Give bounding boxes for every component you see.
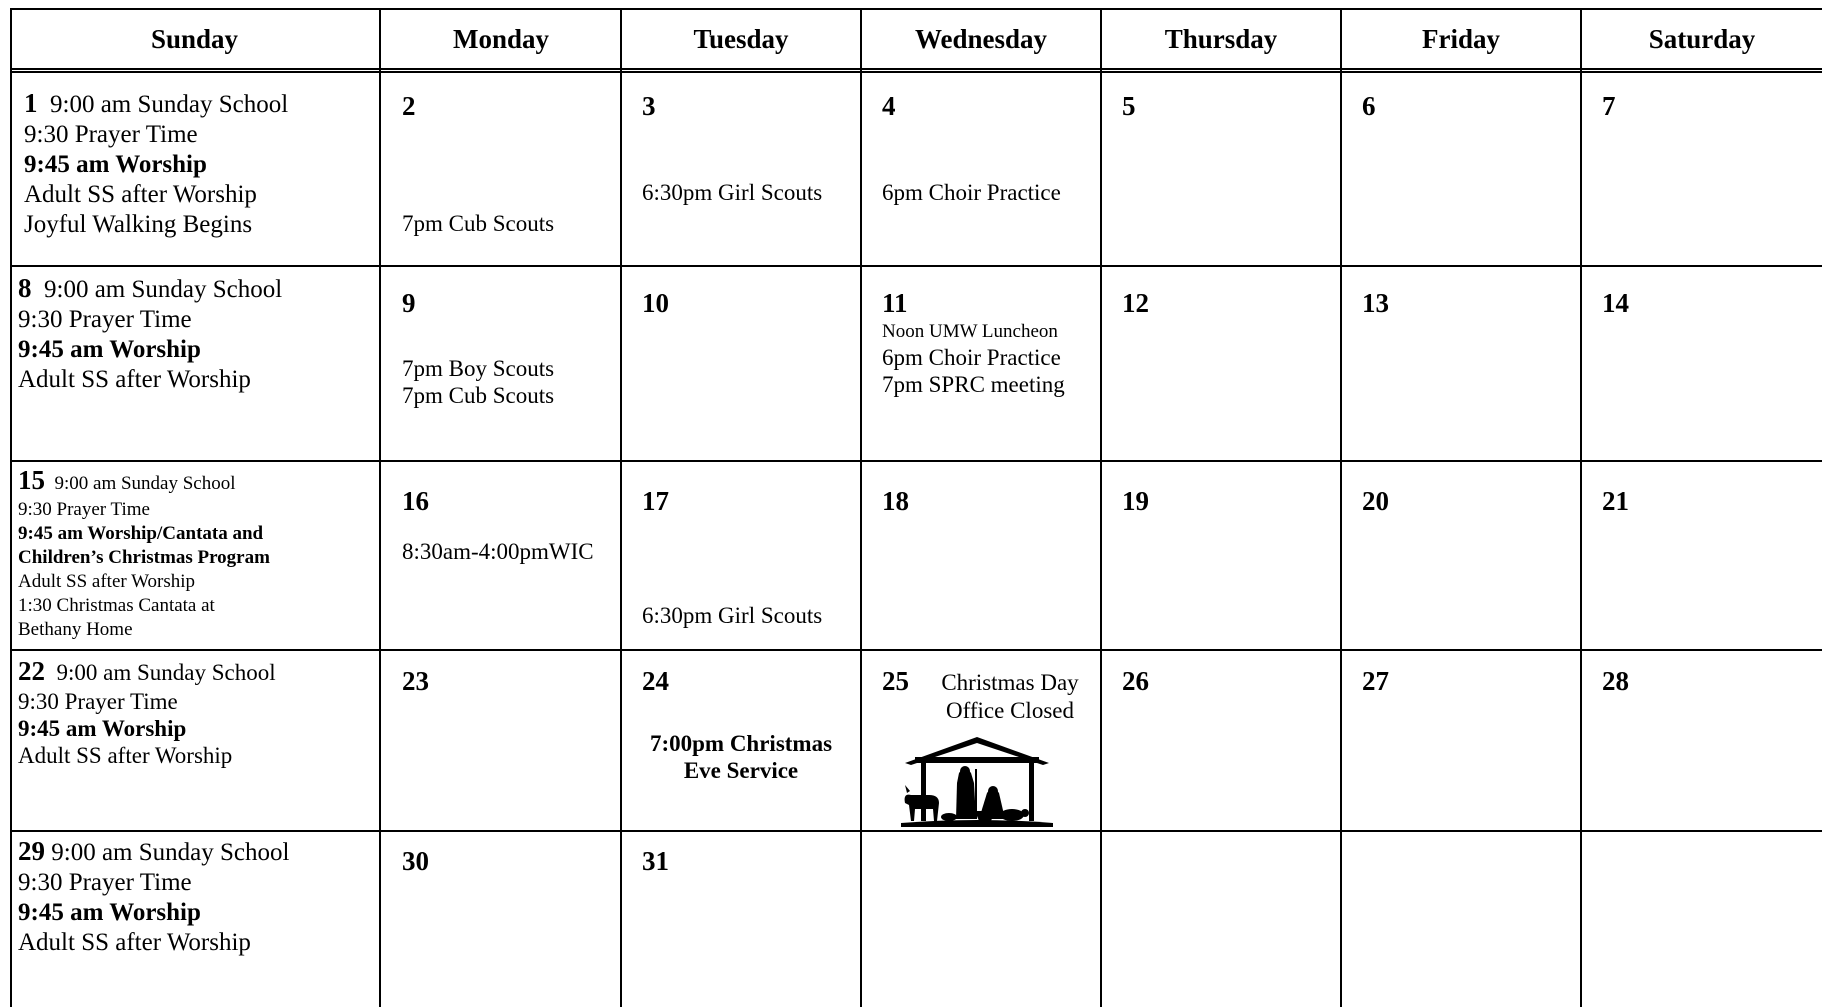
weekday-tuesday: Tuesday (693, 23, 789, 54)
day-number: 25 (882, 666, 909, 696)
day-number: 8 (18, 273, 32, 303)
day-number: 2 (402, 91, 416, 121)
grid-line (379, 8, 381, 1007)
event-text: 1:30 Christmas Cantata at (18, 595, 215, 616)
day-number: 3 (642, 91, 656, 121)
day-cell-22 (18, 656, 376, 769)
day-number: 7 (1602, 91, 1616, 121)
grid-line (860, 8, 862, 1007)
day-events (622, 730, 860, 784)
day-cell-8 (18, 273, 376, 395)
day-number: 17 (642, 486, 669, 516)
weekday-friday: Friday (1422, 23, 1500, 54)
day-number: 10 (642, 288, 669, 318)
event-text: 9:00 am Sunday School (44, 276, 283, 303)
day-number: 5 (1122, 91, 1136, 121)
day-number: 15 (18, 466, 45, 495)
day-number: 14 (1602, 288, 1629, 318)
day-number: 21 (1602, 486, 1629, 516)
event-text: Adult SS after Worship (18, 366, 251, 393)
event-text: 9:30 Prayer Time (18, 869, 192, 896)
event-text: 6:30pm Girl Scouts (642, 603, 823, 628)
day-number: 29 (18, 836, 45, 866)
grid-line (1340, 8, 1342, 1007)
grid-line (1580, 8, 1582, 1007)
weekday-wednesday: Wednesday (914, 23, 1048, 54)
event-text: Adult SS after Worship (18, 743, 233, 768)
day-number: 19 (1122, 486, 1149, 516)
day-number: 11 (882, 288, 908, 318)
event-text: Adult SS after Worship (18, 929, 251, 956)
event-text: 9:00 am Sunday School (54, 473, 236, 494)
event-text: 6:30pm Girl Scouts (642, 180, 823, 205)
day-number: 1 (24, 88, 38, 118)
weekday-header-row (10, 8, 1822, 70)
event-text: 9:30 Prayer Time (24, 121, 198, 148)
event-text: 8:30am-4:00pmWIC (402, 539, 594, 564)
event-text: 9:45 am Worship (18, 336, 201, 363)
day-number: 26 (1122, 666, 1149, 696)
event-text: 6pm Choir Practice (882, 180, 1061, 205)
day-number: 30 (402, 846, 429, 876)
day-cell-29 (18, 836, 376, 958)
grid-line (10, 460, 1822, 462)
day-number: 27 (1362, 666, 1389, 696)
grid-line (620, 8, 622, 1007)
event-text: Joyful Walking Begins (24, 211, 253, 238)
day-number: 24 (642, 666, 669, 696)
event-text: 9:30 Prayer Time (18, 499, 150, 520)
weekday-monday: Monday (452, 23, 550, 54)
event-text: Children’s Christmas Program (18, 547, 270, 568)
day-number: 4 (882, 91, 896, 121)
day-number: 20 (1362, 486, 1389, 516)
grid-line (10, 265, 1822, 267)
day-cell-1 (24, 88, 374, 240)
event-text: 9:45 am Worship (18, 899, 201, 926)
event-text: Noon UMW Luncheon (882, 321, 1058, 342)
day-events (925, 669, 1095, 725)
day-number: 18 (882, 486, 909, 516)
event-text: 6pm Choir Practice (882, 345, 1061, 370)
event-text: 9:30 Prayer Time (18, 306, 192, 333)
calendar-grid (10, 8, 1822, 1007)
day-number: 22 (18, 656, 45, 686)
event-text: 9:45 am Worship (24, 151, 207, 178)
day-number: 13 (1362, 288, 1389, 318)
weekday-saturday: Saturday (1648, 23, 1756, 54)
day-number: 23 (402, 666, 429, 696)
event-text: 7:00pm Christmas (649, 731, 833, 756)
event-text: 9:45 am Worship/Cantata and (18, 523, 264, 544)
event-text: Office Closed (946, 698, 1074, 723)
day-events (402, 355, 554, 409)
event-text: Adult SS after Worship (24, 181, 257, 208)
event-text: 9:00 am Sunday School (51, 839, 290, 866)
event-text: 7pm Cub Scouts (402, 211, 555, 236)
day-cell-15 (18, 466, 376, 642)
event-text: Adult SS after Worship (18, 571, 196, 592)
nativity-scene-icon (897, 733, 1057, 831)
event-text: Bethany Home (18, 619, 133, 640)
weekday-sunday: Sunday (150, 23, 239, 54)
day-number: 6 (1362, 91, 1376, 121)
event-text: 9:00 am Sunday School (56, 660, 276, 685)
event-text: 9:00 am Sunday School (50, 91, 289, 118)
day-number: 12 (1122, 288, 1149, 318)
grid-line (10, 649, 1822, 651)
event-text: 9:30 Prayer Time (18, 689, 178, 714)
event-text: Eve Service (683, 758, 799, 783)
weekday-thursday: Thursday (1164, 23, 1278, 54)
grid-line (10, 8, 12, 1007)
grid-line (10, 71, 1822, 73)
event-text: 7pm Boy Scouts (402, 356, 555, 381)
day-number: 16 (402, 486, 429, 516)
day-events (882, 320, 1112, 398)
day-number: 9 (402, 288, 416, 318)
event-text: 7pm SPRC meeting (882, 372, 1065, 397)
grid-line (1100, 8, 1102, 1007)
day-number: 31 (642, 846, 669, 876)
event-text: 9:45 am Worship (18, 716, 187, 741)
day-number: 28 (1602, 666, 1629, 696)
event-text: 7pm Cub Scouts (402, 383, 555, 408)
event-text: Christmas Day (941, 670, 1079, 695)
